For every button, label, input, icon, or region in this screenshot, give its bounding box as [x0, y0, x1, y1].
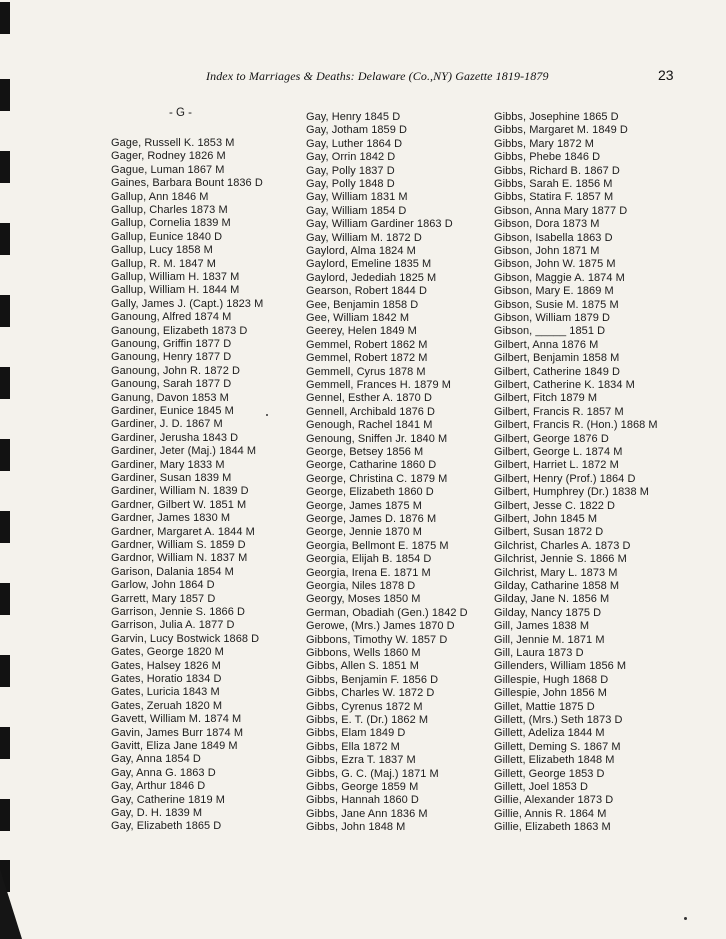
index-entry: Gallup, Ann 1846 M: [111, 190, 209, 203]
punch-hole: [0, 583, 10, 615]
index-entry: Ganoung, Alfred 1874 M: [111, 311, 232, 324]
index-entry: Garlow, John 1864 D: [111, 579, 215, 592]
index-entry: Genoung, Sniffen Jr. 1840 M: [306, 432, 448, 445]
index-entry: Gilbert, George 1876 D: [494, 432, 609, 445]
index-entry: Gerowe, (Mrs.) James 1870 D: [306, 620, 455, 633]
index-entry: Gibson, _____ 1851 D: [494, 325, 606, 338]
index-entry: Garison, Dalania 1854 M: [111, 565, 234, 578]
index-entry: Gibbs, G. C. (Maj.) 1871 M: [306, 767, 439, 780]
index-entry: Gemmel, Robert 1862 M: [306, 338, 428, 351]
index-entry: Gillie, Annis R. 1864 M: [494, 807, 607, 820]
index-entry: Gibbs, Sarah E. 1856 M: [494, 178, 613, 190]
index-entry: Gibbs, John 1848 M: [306, 821, 406, 834]
index-entry: Gague, Luman 1867 M: [111, 163, 225, 176]
index-entry: Gibbons, Timothy W. 1857 D: [306, 633, 448, 646]
index-entry: Gibbs, Charles W. 1872 D: [306, 687, 435, 700]
index-entry: Gaylord, Alma 1824 M: [306, 245, 416, 257]
index-entry: Ganoung, John R. 1872 D: [111, 364, 240, 377]
index-entry: Georgia, Niles 1878 D: [306, 580, 416, 592]
index-entry: Gager, Rodney 1826 M: [111, 150, 226, 163]
index-entry: Gibbs, George 1859 M: [306, 781, 419, 793]
index-entry: Gally, James J. (Capt.) 1823 M: [111, 297, 264, 310]
index-entry: Gay, Catherine 1819 M: [111, 793, 225, 806]
index-entry: Gilday, Jane N. 1856 M: [494, 593, 610, 606]
index-entry: Gardiner, Eunice 1845 M: [111, 405, 234, 417]
index-entry: Gill, Laura 1873 D: [494, 647, 584, 659]
index-entry: Gay, Jotham 1859 D: [306, 124, 407, 137]
punch-hole: [0, 295, 10, 327]
index-entry: Gates, George 1820 M: [111, 646, 224, 659]
index-entry: Gilbert, Henry (Prof.) 1864 D: [494, 472, 636, 485]
index-entry: Gay, William M. 1872 D: [306, 231, 422, 244]
index-entry: Gee, William 1842 M: [306, 312, 410, 324]
index-entry: Gates, Halsey 1826 M: [111, 659, 221, 672]
index-entry: Gillespie, John 1856 M: [494, 687, 607, 700]
index-entry: Gates, Zeruah 1820 M: [111, 699, 223, 712]
page-number: 23: [658, 67, 674, 83]
index-entry: Gillett, Elizabeth 1848 M: [494, 754, 615, 767]
punch-hole: [0, 223, 10, 255]
index-entry: Geerey, Helen 1849 M: [306, 325, 417, 338]
index-entry: Gibbs, Allen S. 1851 M: [306, 660, 419, 673]
index-entry: Gilday, Catharine 1858 M: [494, 580, 620, 592]
index-entry: Gennell, Archibald 1876 D: [306, 405, 436, 418]
index-entry: Gay, Luther 1864 D: [306, 137, 403, 150]
index-entry: Georgia, Elijah B. 1854 D: [306, 553, 432, 566]
index-entry: Gemmell, Frances H. 1879 M: [306, 379, 451, 391]
index-entry: Gaines, Barbara Bount 1836 D: [111, 177, 263, 190]
index-entry: Gilbert, Humphrey (Dr.) 1838 M: [494, 486, 649, 499]
index-entry: Gillett, George 1853 D: [494, 767, 605, 780]
index-entry: Gillett, Joel 1853 D: [494, 781, 588, 793]
index-entry: Gibbs, Elam 1849 D: [306, 727, 406, 740]
index-entry: Garrison, Jennie S. 1866 D: [111, 606, 245, 618]
index-entry: Gardner, Margaret A. 1844 M: [111, 525, 255, 538]
index-entry: Gallup, Lucy 1858 M: [111, 244, 213, 257]
index-entry: Gillie, Alexander 1873 D: [494, 794, 614, 807]
index-entry: Gibson, William 1879 D: [494, 312, 611, 324]
binding-holes: [0, 0, 12, 939]
index-entry: Gage, Russell K. 1853 M: [111, 137, 235, 149]
index-entry: Gavin, James Burr 1874 M: [111, 726, 244, 739]
scan-shadow-corner: [0, 869, 22, 939]
index-entry: Genough, Rachel 1841 M: [306, 419, 433, 432]
index-entry: Gallup, William H. 1837 M: [111, 271, 240, 283]
index-entry: Gallup, Charles 1873 M: [111, 204, 228, 216]
index-entry: Gillett, (Mrs.) Seth 1873 D: [494, 714, 623, 726]
index-entry: Gillie, Elizabeth 1863 M: [494, 821, 611, 834]
index-entry: Garrett, Mary 1857 D: [111, 592, 216, 605]
index-entry: Gay, Polly 1837 D: [306, 164, 395, 177]
dust-speck: [684, 917, 687, 920]
index-entry: George, Catharine 1860 D: [306, 459, 437, 472]
punch-hole: [0, 511, 10, 543]
punch-hole: [0, 439, 10, 471]
index-entry: Gay, Polly 1848 D: [306, 178, 395, 190]
index-entry: Gay, Henry 1845 D: [306, 111, 401, 123]
index-entry: Gallup, R. M. 1847 M: [111, 257, 216, 270]
index-entry: George, Jennie 1870 M: [306, 526, 423, 539]
index-entry: Gibbs, Josephine 1865 D: [494, 111, 619, 123]
index-entry: George, Betsey 1856 M: [306, 446, 424, 458]
index-entry: Gaylord, Jedediah 1825 M: [306, 271, 437, 284]
index-entry: Gardiner, J. D. 1867 M: [111, 418, 223, 431]
index-entry: Gay, William Gardiner 1863 D: [306, 218, 453, 231]
index-entry: Gilchrist, Mary L. 1873 M: [494, 566, 618, 579]
index-entry: Gavitt, Eliza Jane 1849 M: [111, 740, 238, 752]
index-entry: Gilchrist, Jennie S. 1866 M: [494, 553, 627, 566]
index-entry: Gibson, John 1871 M: [494, 245, 600, 257]
index-entry: Gibbs, E. T. (Dr.) 1862 M: [306, 714, 429, 726]
punch-hole: [0, 79, 10, 111]
index-entry: Gibbs, Mary 1872 M: [494, 137, 594, 150]
index-entry: Gibbs, Cyrenus 1872 M: [306, 700, 423, 713]
index-entry: Gibson, Susie M. 1875 M: [494, 298, 619, 311]
index-entry: Ganoung, Sarah 1877 D: [111, 378, 232, 391]
index-entry: Gill, James 1838 M: [494, 620, 590, 633]
index-entry: Garvin, Lucy Bostwick 1868 D: [111, 632, 260, 645]
dust-speck: [266, 414, 268, 416]
index-entry: Gilbert, Francis R. (Hon.) 1868 M: [494, 419, 658, 432]
index-entry: Gallup, Cornelia 1839 M: [111, 217, 231, 230]
index-entry: Gilbert, Catherine K. 1834 M: [494, 379, 635, 391]
index-entry: Gee, Benjamin 1858 D: [306, 298, 419, 311]
index-entry: Gallup, Eunice 1840 D: [111, 230, 223, 243]
index-entry: Gibbs, Ella 1872 M: [306, 740, 400, 753]
punch-hole: [0, 367, 10, 399]
section-letter: - G -: [169, 107, 192, 119]
index-entry: Gibson, Mary E. 1869 M: [494, 285, 614, 298]
index-entry: Garrison, Julia A. 1877 D: [111, 619, 235, 632]
index-entry: Gilbert, John 1845 M: [494, 513, 598, 525]
index-entry: Gardner, Gilbert W. 1851 M: [111, 498, 247, 511]
index-entry: Gardner, William S. 1859 D: [111, 539, 246, 551]
punch-hole: [0, 151, 10, 183]
index-entry: Gibson, Maggie A. 1874 M: [494, 271, 625, 284]
index-entry: Gay, Anna 1854 D: [111, 753, 201, 766]
index-entry: Gillett, Adeliza 1844 M: [494, 727, 605, 740]
index-entry: Ganoung, Griffin 1877 D: [111, 338, 232, 350]
index-entry: George, Christina C. 1879 M: [306, 472, 448, 485]
punch-hole: [0, 727, 10, 759]
index-entry: Gibbs, Benjamin F. 1856 D: [306, 673, 439, 686]
index-entry: Ganung, Davon 1853 M: [111, 391, 229, 404]
index-entry: Gilbert, Fitch 1879 M: [494, 392, 598, 405]
index-entry: Gardiner, Jerusha 1843 D: [111, 431, 239, 444]
index-entry: Gay, Orrin 1842 D: [306, 151, 396, 164]
index-entry: Gilbert, Harriet L. 1872 M: [494, 459, 619, 472]
index-entry: Gibbs, Ezra T. 1837 M: [306, 754, 416, 767]
index-entry: Gibbs, Hannah 1860 D: [306, 794, 419, 807]
index-entry: Gardiner, Susan 1839 M: [111, 472, 232, 484]
index-entry: George, James D. 1876 M: [306, 513, 437, 525]
index-entry: Gibbs, Statira F. 1857 M: [494, 191, 614, 204]
index-entry: Gilbert, Jesse C. 1822 D: [494, 499, 616, 512]
index-entry: Gardnor, William N. 1837 M: [111, 552, 248, 565]
index-entry: Gill, Jennie M. 1871 M: [494, 633, 605, 646]
index-entry: Georgia, Bellmont E. 1875 M: [306, 539, 449, 552]
index-entry: Gilbert, Francis R. 1857 M: [494, 405, 624, 418]
index-entry: Gavett, William M. 1874 M: [111, 713, 242, 726]
index-entry: Gardiner, William N. 1839 D: [111, 485, 249, 498]
punch-hole: [0, 655, 10, 687]
index-entry: Gibbs, Phebe 1846 D: [494, 151, 601, 164]
index-entry: Gaylord, Emeline 1835 M: [306, 258, 432, 271]
index-entry: Gates, Horatio 1834 D: [111, 673, 222, 685]
index-entry: Gilbert, Benjamin 1858 M: [494, 352, 620, 365]
index-entry: Gardiner, Mary 1833 M: [111, 458, 225, 471]
index-entry: Gennel, Esther A. 1870 D: [306, 392, 432, 405]
page-header: Index to Marriages & Deaths: Delaware (Co.,NY) Gazette 1819-1879: [206, 69, 549, 83]
index-entry: Gilday, Nancy 1875 D: [494, 606, 602, 619]
punch-hole: [0, 799, 10, 831]
index-entry: Gay, Anna G. 1863 D: [111, 766, 216, 779]
index-entry: Gilchrist, Charles A. 1873 D: [494, 539, 631, 552]
index-entry: Gearson, Robert 1844 D: [306, 285, 427, 298]
index-entry: Gardner, James 1830 M: [111, 512, 231, 525]
index-entry: Gibson, Isabella 1863 D: [494, 231, 613, 244]
index-entry: Ganoung, Henry 1877 D: [111, 351, 232, 364]
index-entry: Gemmell, Cyrus 1878 M: [306, 365, 426, 378]
index-entry: Gay, William 1854 D: [306, 204, 407, 217]
index-entry: Gibson, John W. 1875 M: [494, 258, 616, 271]
index-entry: Ganoung, Elizabeth 1873 D: [111, 324, 248, 337]
index-entry: Gay, D. H. 1839 M: [111, 807, 203, 819]
index-entry: Gilbert, George L. 1874 M: [494, 446, 623, 458]
index-entry: Gilbert, Susan 1872 D: [494, 526, 604, 539]
index-entry: Gillet, Mattie 1875 D: [494, 700, 595, 713]
index-entry: Georgia, Irena E. 1871 M: [306, 566, 431, 579]
punch-hole: [0, 2, 10, 34]
index-entry: Gardiner, Jeter (Maj.) 1844 M: [111, 445, 257, 458]
index-entry: George, Elizabeth 1860 D: [306, 486, 434, 499]
index-entry: Gemmel, Robert 1872 M: [306, 352, 428, 365]
index-entry: Gay, Elizabeth 1865 D: [111, 820, 222, 833]
index-entry: Gibbs, Jane Ann 1836 M: [306, 807, 428, 820]
index-entry: Gillenders, William 1856 M: [494, 660, 627, 673]
index-entry: Gilbert, Anna 1876 M: [494, 338, 599, 351]
index-entry: Gay, William 1831 M: [306, 191, 408, 204]
index-entry: Gillett, Deming S. 1867 M: [494, 740, 621, 753]
index-entry: German, Obadiah (Gen.) 1842 D: [306, 606, 468, 619]
index-entry: Gibbs, Richard B. 1867 D: [494, 164, 620, 177]
index-entry: Gilbert, Catherine 1849 D: [494, 365, 620, 378]
index-entry: Gibson, Dora 1873 M: [494, 218, 600, 231]
index-entry: Gibson, Anna Mary 1877 D: [494, 204, 628, 217]
index-entry: Gates, Luricia 1843 M: [111, 686, 220, 699]
index-entry: Gibbons, Wells 1860 M: [306, 647, 421, 659]
index-entry: Gillespie, Hugh 1868 D: [494, 673, 609, 686]
index-entry: Gallup, William H. 1844 M: [111, 284, 240, 297]
index-entry: Georgy, Moses 1850 M: [306, 593, 421, 606]
index-entry: Gibbs, Margaret M. 1849 D: [494, 124, 628, 137]
index-entry: Gay, Arthur 1846 D: [111, 780, 206, 793]
index-entry: George, James 1875 M: [306, 499, 422, 512]
